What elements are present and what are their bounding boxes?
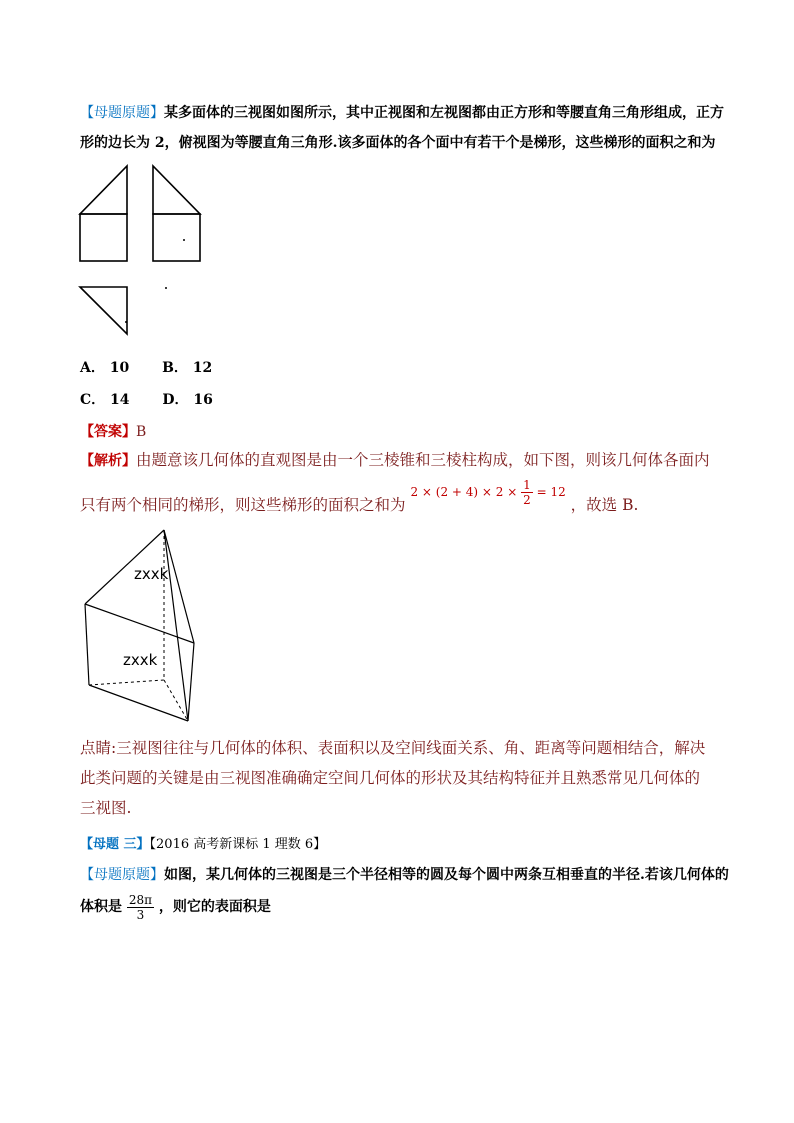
option-c[interactable]: C． 14	[80, 392, 130, 408]
question-1	[80, 98, 740, 158]
note-line-2: 此类问题的关键是由三视图准确确定空间几何体的形状及其结构特征并且熟悉常见几何体的	[80, 769, 701, 787]
analysis-tag: 【解析】	[80, 453, 136, 469]
question-tag: 【母题原题】	[80, 105, 164, 121]
question-3-heading	[80, 833, 326, 852]
note-line-1: 点睛:三视图往往与几何体的体积、表面积以及空间线面关系、角、距离等问题相结合，解决	[80, 739, 706, 757]
option-a[interactable]: A． 10	[80, 360, 130, 376]
note-line-3: 三视图.	[80, 799, 132, 817]
watermark-1: zxxk	[134, 565, 169, 583]
note	[80, 733, 740, 823]
question-3-line-1: 【母题原题】如图，某几何体的三视图是三个半径相等的圆及每个圆中两条互相垂直的半径.若该几何体的	[80, 867, 729, 883]
question-1-line-1: 【母题原题】某多面体的三视图如图所示，其中正视图和左视图都由正方形和等腰直角三角形组成，正方	[80, 105, 724, 121]
answer	[80, 421, 146, 441]
analysis-line-2: 只有两个相同的梯形，则这些梯形的面积之和为 2 × (2 + 4) × 2 × $\frac{1}{2}$ = 12 ，故选 B.	[80, 478, 639, 514]
side-view-square	[153, 214, 200, 261]
option-b[interactable]: B． 12	[162, 360, 213, 376]
front-view-triangle	[80, 166, 127, 214]
analysis-line-1: 【解析】由题意该几何体的直观图是由一个三棱锥和三棱柱构成，如下图，则该几何体各面内	[80, 451, 710, 469]
answer-tag: 【答案】	[80, 424, 136, 440]
question-3-tag: 【母题原题】	[80, 867, 164, 883]
side-view-triangle	[153, 166, 200, 214]
question-3-heading-tag: 【母题 三】	[80, 837, 150, 852]
three-view-figure	[78, 162, 218, 342]
question-3	[80, 860, 740, 922]
options-row-1	[80, 357, 212, 377]
solid-figure	[80, 528, 230, 728]
question-3-source: 【2016 高考新课标 1 理数 6】	[149, 837, 327, 852]
answer-value: B	[136, 424, 147, 440]
option-d[interactable]: D． 16	[162, 392, 213, 408]
question-3-line-2: 体积是 $\frac{28\pi}{3}$ ，则它的表面积是	[80, 892, 271, 922]
volume-fraction: $\frac{28\pi}{3}$	[128, 892, 153, 922]
options-row-2	[80, 389, 213, 409]
watermark-2: zxxk	[123, 651, 158, 669]
top-view-triangle	[80, 287, 127, 334]
formula: 2 × (2 + 4) × 2 × $\frac{1}{2}$ = 12	[410, 478, 566, 507]
front-view-square	[80, 214, 127, 261]
question-1-line-2: 形的边长为 2，俯视图为等腰直角三角形.该多面体的各个面中有若干个是梯形，这些梯形的面积之和为	[80, 135, 716, 151]
